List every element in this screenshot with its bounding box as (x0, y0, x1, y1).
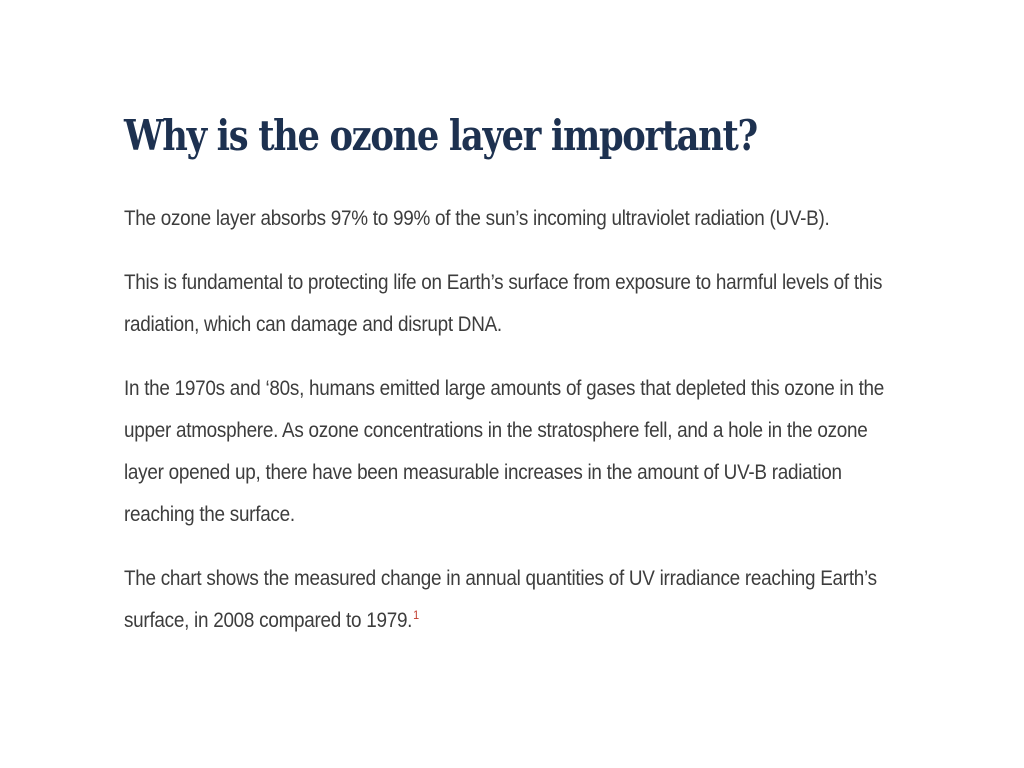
paragraph-depletion-history (124, 368, 907, 536)
paragraph-text: The chart shows the measured change in annual quantities of UV irradiance reaching Earth’s surface, in 2008 compared to 1979. (124, 567, 877, 632)
article (124, 108, 904, 642)
paragraph-chart-intro (124, 558, 907, 642)
article-heading: Why is the ozone layer important? (124, 111, 757, 160)
paragraph-ozone-absorption (124, 198, 907, 240)
paragraph-text: In the 1970s and ‘80s, humans emitted large amounts of gases that depleted this ozone in the upper atmosphere. As ozone concentrations in the stratosphere fell, and a hole in the ozone layer opened up, there have been measurable increases in the amount of UV-B radiation reaching the surface. (124, 377, 885, 526)
paragraph-life-protection (124, 262, 907, 346)
paragraph-text: This is fundamental to protecting life on Earth’s surface from exposure to harmful levels of this radiation, which can damage and disrupt DNA. (124, 271, 883, 336)
paragraph-text: The ozone layer absorbs 97% to 99% of the sun’s incoming ultraviolet radiation (UV-B). (124, 207, 830, 230)
footnote-link[interactable]: 1 (413, 608, 419, 622)
